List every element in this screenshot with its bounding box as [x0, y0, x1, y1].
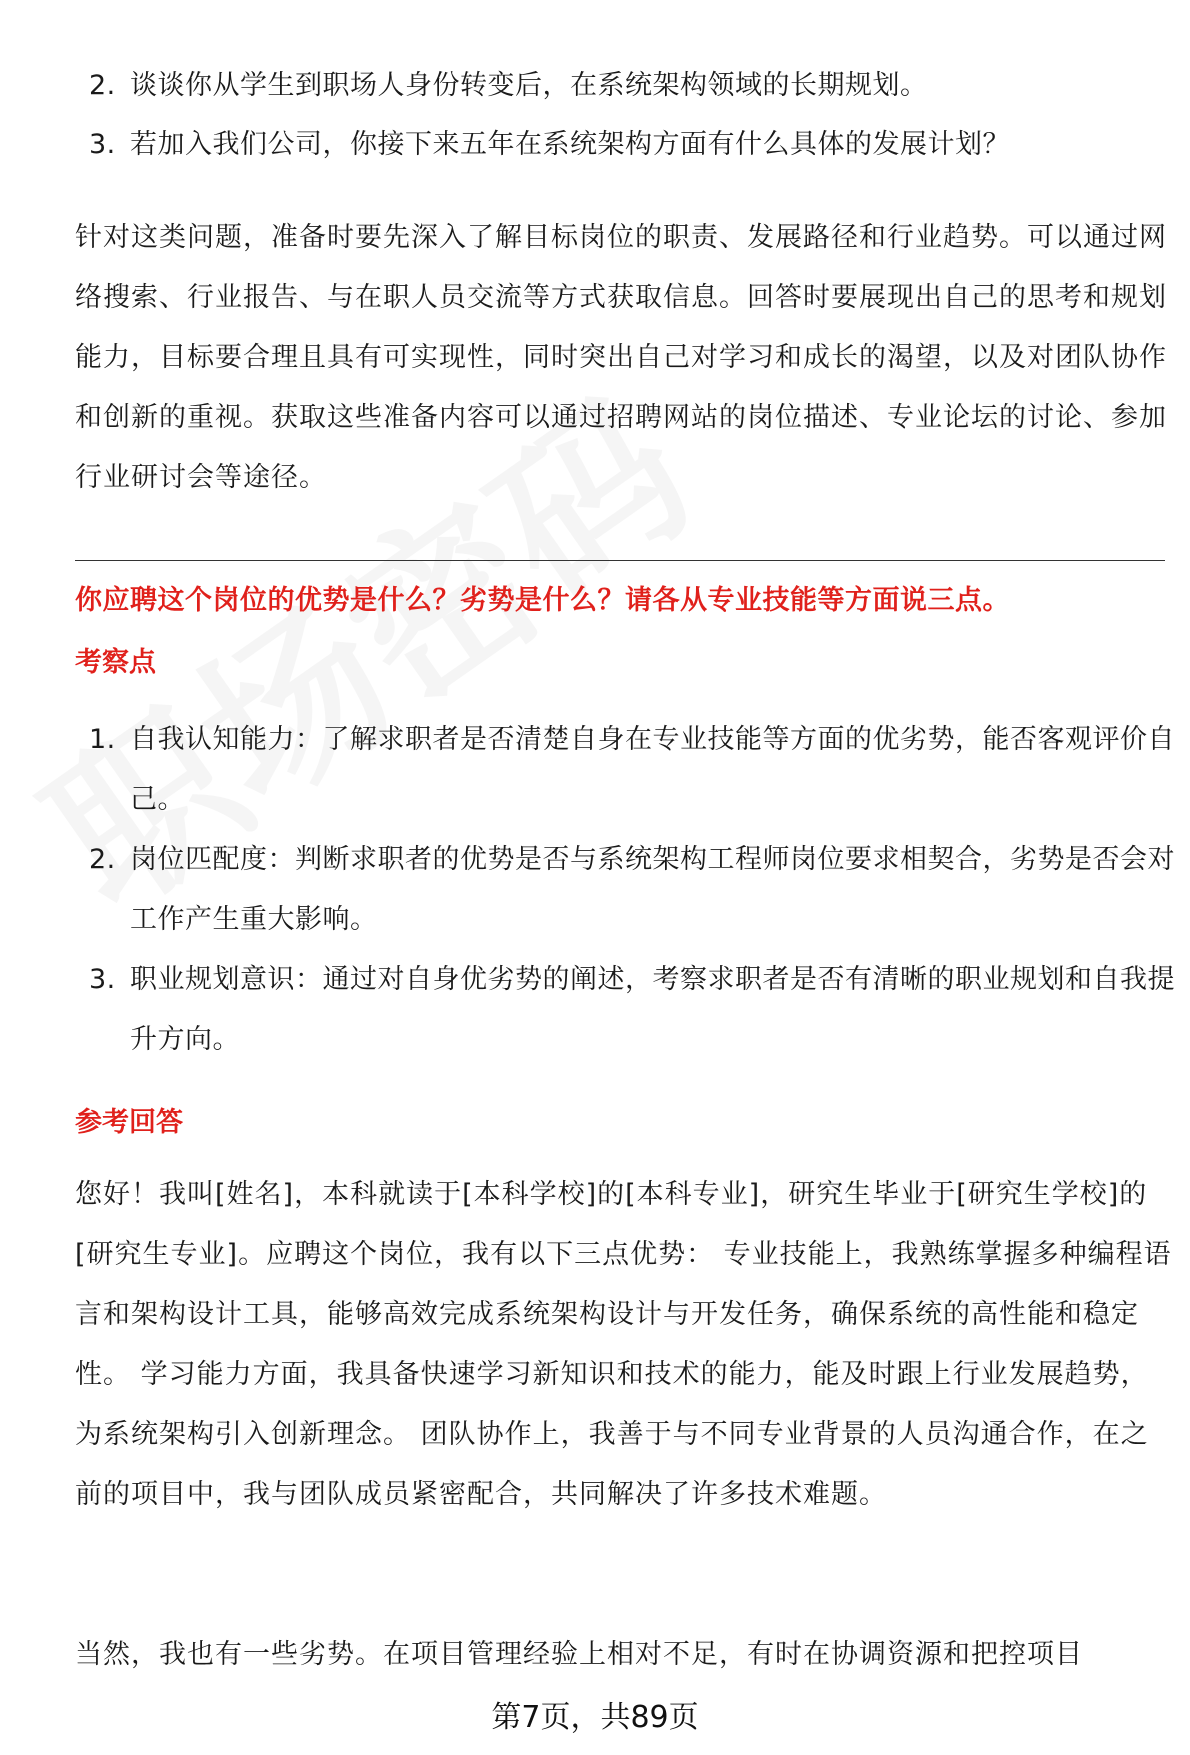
- page-footer: 第7页，共89页: [491, 1700, 699, 1735]
- list-number: 3.: [89, 964, 116, 995]
- list-text: 若加入我们公司，你接下来五年在系统架构方面有什么具体的发展计划？: [130, 129, 1010, 160]
- list-number: 3.: [89, 129, 116, 160]
- reference-answer-paragraph: 您好！我叫[姓名]，本科就读于[本科学校]的[本科专业]，研究生毕业于[研究生学校]的[研究生专业]。应聘这个岗位，我有以下三点优势： 专业技能上，我熟练掌握多种编程语言和架构设计工具，能够高效完成系统架构设计与开发任务，确保系统的高性能和稳定性。 学习能力方面，我具备快速学习新知识和技术的能力，能及时跟上行业发展趋势，为系统架构引入创新理念。 团队协作上，我善于与不同专业背景的人员沟通合作，在之前的项目中，我与团队成员紧密配合，共同解决了许多技术难题。: [75, 1179, 1172, 1510]
- list-text: 岗位匹配度：判断求职者的优势是否与系统架构工程师岗位要求相契合，劣势是否会对工作产生重大影响。: [130, 844, 1175, 935]
- document-page: [75, 0, 1175, 1755]
- question-heading: 你应聘这个岗位的优势是什么？劣势是什么？请各从专业技能等方面说三点。: [75, 585, 1010, 616]
- list-text: 职业规划意识：通过对自身优劣势的阐述，考察求职者是否有清晰的职业规划和自我提升方向。: [130, 964, 1175, 1055]
- list-number: 2.: [89, 70, 116, 101]
- list-item: [75, 830, 1175, 950]
- exam-points-heading: 考察点: [75, 647, 156, 678]
- list-item: [75, 115, 1175, 174]
- list-item: [75, 56, 1175, 115]
- list-text: 自我认知能力：了解求职者是否清楚自身在专业技能等方面的优劣势，能否客观评价自己。: [130, 724, 1175, 815]
- list-item: [75, 710, 1175, 830]
- reference-answer-heading: 参考回答: [75, 1107, 183, 1138]
- reference-answer-paragraph-continued: 当然，我也有一些劣势。在项目管理经验上相对不足，有时在协调资源和把控项目: [75, 1639, 1083, 1670]
- advice-paragraph: 针对这类问题，准备时要先深入了解目标岗位的职责、发展路径和行业趋势。可以通过网络搜索、行业报告、与在职人员交流等方式获取信息。回答时要展现出自己的思考和规划能力，目标要合理且具有可实现性，同时突出自己对学习和成长的渴望，以及对团队协作和创新的重视。获取这些准备内容可以通过招聘网站的岗位描述、专业论坛的讨论、参加行业研讨会等途径。: [75, 222, 1167, 493]
- section-divider: [75, 560, 1165, 561]
- list-text: 谈谈你从学生到职场人身份转变后，在系统架构领域的长期规划。: [130, 70, 928, 101]
- list-number: 1.: [89, 724, 116, 755]
- list-item: [75, 950, 1175, 1070]
- list-number: 2.: [89, 844, 116, 875]
- exam-points-list: [75, 710, 1175, 1070]
- question-list: [75, 56, 1175, 174]
